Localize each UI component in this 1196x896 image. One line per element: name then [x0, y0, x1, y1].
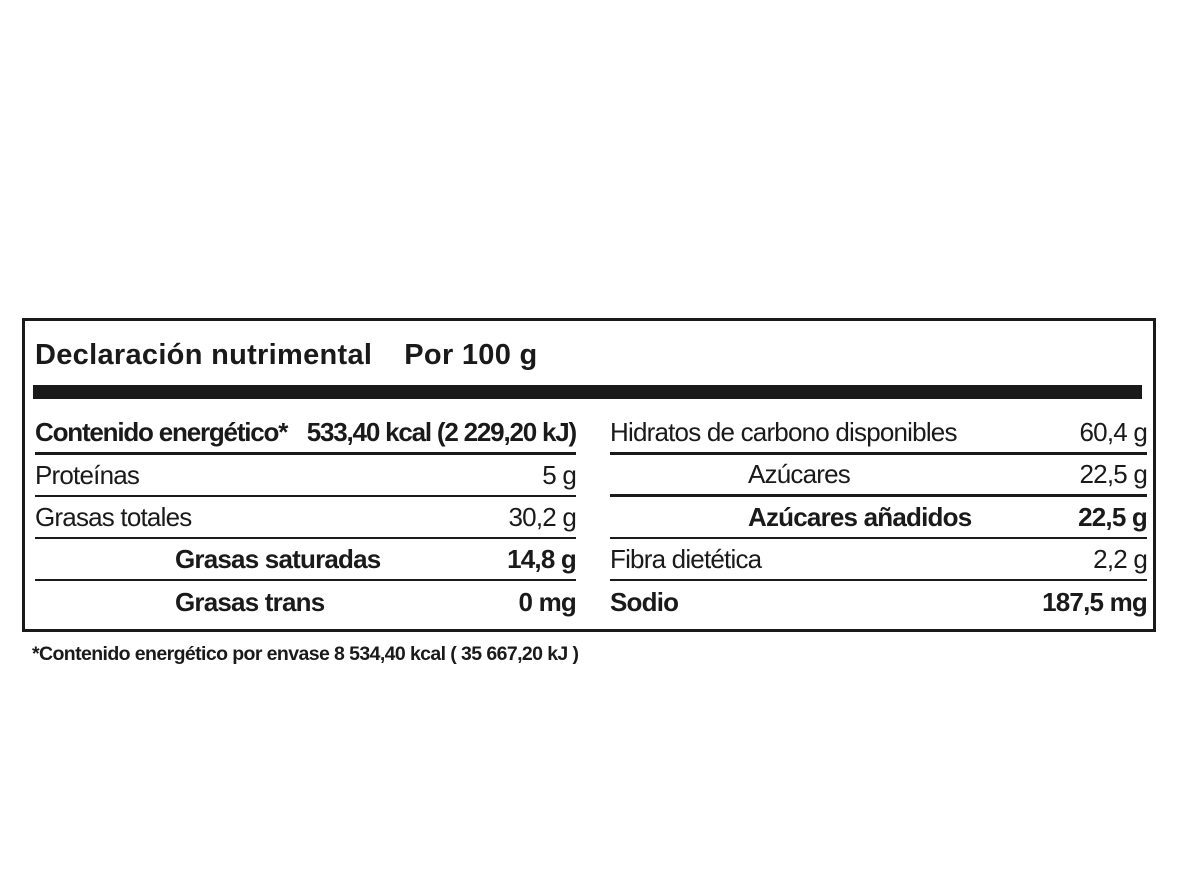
- nutrient-row-sugars: [610, 455, 1147, 497]
- nutrient-row-added-sugars: [610, 497, 1147, 539]
- nutrient-row-fiber: [610, 539, 1147, 581]
- nutrient-label: Grasas trans: [175, 586, 325, 617]
- left-column: [35, 413, 576, 623]
- nutrition-facts-table: [22, 318, 1156, 632]
- nutrient-value: 14,8 g: [507, 543, 576, 574]
- nutrient-value: 22,5 g: [1079, 459, 1147, 489]
- nutrient-row-trans-fat: [35, 581, 576, 623]
- nutrient-row-sodium: [610, 581, 1147, 623]
- nutrient-value: 2,2 g: [1093, 543, 1147, 574]
- nutrient-row-saturated-fat: [35, 539, 576, 581]
- nutrient-label: Grasas saturadas: [175, 543, 381, 574]
- header-divider: [33, 385, 1142, 399]
- table-title: Declaración nutrimental: [35, 338, 373, 371]
- nutrient-label: Azúcares: [748, 459, 850, 489]
- nutrient-value: 0 mg: [518, 586, 576, 617]
- nutrient-label: Proteínas: [35, 459, 140, 490]
- nutrient-row-total-fat: [35, 497, 576, 539]
- nutrient-row-proteins: [35, 455, 576, 497]
- nutrient-row-carbohydrates: [610, 413, 1147, 455]
- table-header: [35, 333, 538, 377]
- nutrient-label: Hidratos de carbono disponibles: [610, 417, 957, 447]
- footnote: *Contenido energético por envase 8 534,40 kcal ( 35 667,20 kJ ): [32, 643, 579, 665]
- nutrient-label: Sodio: [610, 586, 679, 617]
- nutrient-value: 60,4 g: [1079, 417, 1147, 447]
- nutrient-label: Fibra dietética: [610, 543, 762, 574]
- nutrient-row-energy: [35, 413, 576, 455]
- nutrient-label: Azúcares añadidos: [748, 501, 972, 532]
- nutrient-label: Contenido energético*: [35, 417, 288, 447]
- nutrient-value: 533,40 kcal (2 229,20 kJ): [306, 417, 576, 447]
- nutrient-value: 187,5 mg: [1042, 586, 1147, 617]
- portion-label: Por 100 g: [404, 338, 538, 371]
- nutrient-value: 22,5 g: [1078, 501, 1147, 532]
- nutrient-value: 5 g: [542, 459, 576, 490]
- nutrient-label: Grasas totales: [35, 501, 192, 532]
- right-column: [610, 413, 1147, 623]
- nutrient-value: 30,2 g: [508, 501, 576, 532]
